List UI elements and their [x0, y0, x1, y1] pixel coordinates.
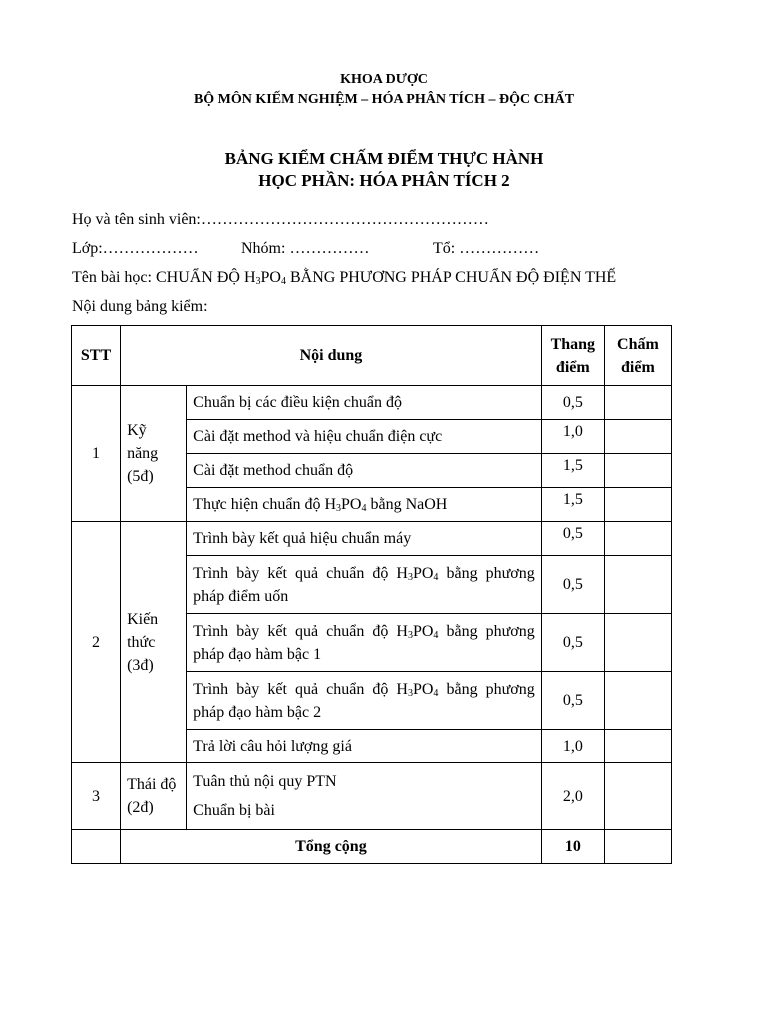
course-title: HỌC PHẦN: HÓA PHÂN TÍCH 2 — [258, 171, 510, 190]
grade-cell[interactable] — [604, 522, 671, 556]
group-line: Nhóm: …………… — [241, 240, 370, 257]
grade-cell[interactable] — [604, 556, 671, 614]
content-cell: Trả lời câu hỏi lượng giá — [187, 730, 542, 763]
content-cell: Trình bày kết quả chuẩn độ $H_3PO_4$ bằng phương pháp đạo hàm bậc 1 — [187, 614, 542, 672]
content-cell: Thực hiện chuẩn độ $H_3PO_4$ bằng NaOH — [187, 488, 542, 522]
grade-cell[interactable] — [604, 488, 671, 522]
content-cell: Chuẩn bị các điều kiện chuẩn độ — [187, 386, 542, 420]
checklist-table — [71, 325, 672, 864]
header-content: Nội dung — [121, 326, 542, 386]
stt-cell: 2 — [72, 522, 121, 763]
score-cell: 1,5 — [541, 488, 604, 522]
department-name: BỘ MÔN KIẾM NGHIỆM – HÓA PHÂN TÍCH – ĐỘC CHẤT — [193, 92, 575, 107]
score-cell: 1,0 — [541, 420, 604, 454]
score-cell: 0,5 — [541, 386, 604, 420]
content-cell: Trình bày kết quả chuẩn độ $H_3PO_4$ bằng phương pháp điểm uốn — [187, 556, 542, 614]
class-line: Lớp:……………… — [72, 240, 199, 257]
checklist-label: Nội dung bảng kiểm: — [72, 298, 208, 315]
score-cell: 0,5 — [541, 522, 604, 556]
stt-cell: 3 — [72, 763, 121, 830]
grade-cell[interactable] — [604, 672, 671, 730]
table-row — [72, 763, 672, 830]
grade-cell[interactable] — [604, 454, 671, 488]
content-cell: Trình bày kết quả hiệu chuẩn máy — [187, 522, 542, 556]
content-cell: Cài đặt method chuẩn độ — [187, 454, 542, 488]
team-line: Tổ: …………… — [433, 240, 540, 257]
table-row — [72, 386, 672, 420]
grade-cell[interactable] — [604, 614, 671, 672]
table-row — [72, 522, 672, 556]
score-cell: 0,5 — [541, 556, 604, 614]
grade-cell[interactable] — [604, 420, 671, 454]
content-cell: Tuân thủ nội quy PTN Chuẩn bị bài — [187, 763, 542, 830]
total-label: Tổng cộng — [121, 830, 542, 864]
category-cell: Kỹ năng (5đ) — [121, 386, 187, 522]
score-cell: 2,0 — [541, 763, 604, 830]
grade-cell[interactable] — [604, 730, 671, 763]
header-stt: STT — [72, 326, 121, 386]
grade-cell[interactable] — [604, 763, 671, 830]
score-cell: 1,0 — [541, 730, 604, 763]
category-cell: Thái độ (2đ) — [121, 763, 187, 830]
faculty-name: KHOA DƯỢC — [340, 72, 428, 87]
header-scale: Thang điểm — [541, 326, 604, 386]
document-title: BẢNG KIỂM CHẤM ĐIỂM THỰC HÀNH — [224, 149, 544, 168]
category-cell: Kiến thức (3đ) — [121, 522, 187, 763]
total-score: 10 — [541, 830, 604, 864]
total-empty-cell — [72, 830, 121, 864]
grade-cell[interactable] — [604, 386, 671, 420]
content-cell: Cài đặt method và hiệu chuẩn điện cực — [187, 420, 542, 454]
score-cell: 0,5 — [541, 614, 604, 672]
content-cell: Trình bày kết quả chuẩn độ $H_3PO_4$ bằng phương pháp đạo hàm bậc 2 — [187, 672, 542, 730]
lesson-name-line: Tên bài học: CHUẨN ĐỘ $H_3PO_4$ BẰNG PHƯƠNG PHÁP CHUẨN ĐỘ ĐIỆN THẾ — [72, 269, 617, 287]
total-row — [72, 830, 672, 864]
header-grade: Chấm điểm — [604, 326, 671, 386]
table-header-row — [72, 326, 672, 386]
score-cell: 0,5 — [541, 672, 604, 730]
stt-cell: 1 — [72, 386, 121, 522]
student-name-line: Họ và tên sinh viên:……………………………………………… — [72, 211, 489, 228]
score-cell: 1,5 — [541, 454, 604, 488]
total-grade-cell[interactable] — [604, 830, 671, 864]
